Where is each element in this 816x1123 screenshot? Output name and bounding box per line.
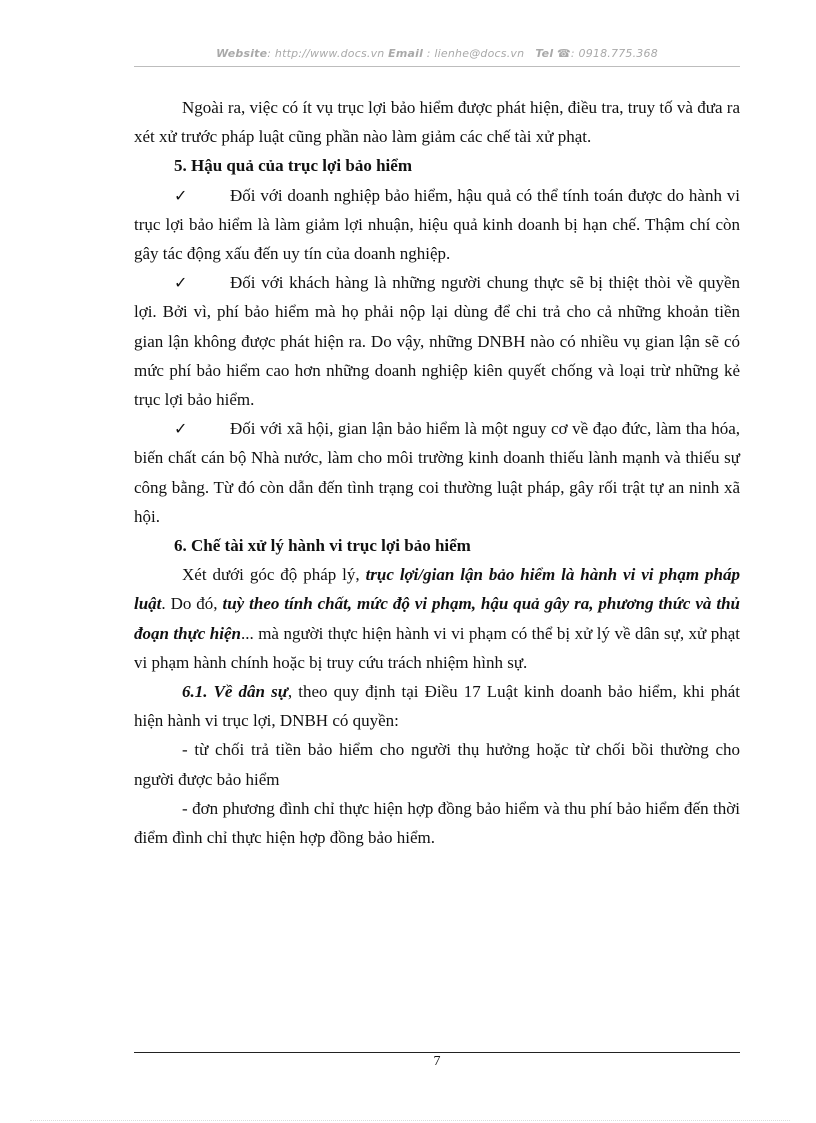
- bullet-item-business: [134, 181, 740, 269]
- checkmark-icon: ✓: [174, 185, 188, 205]
- bullet-text-society: Đối với xã hội, gian lận bảo hiểm là một nguy cơ về đạo đức, làm tha hóa, biến chất cán bộ Nhà nước, làm cho môi trường kinh doanh thiếu lành mạnh và thiếu sự công bằng. Từ đó còn dẫn đến tình trạng coi thường luật pháp, gây rối trật tự an ninh xã hội.: [134, 419, 740, 526]
- legal-text-d: tuỳ theo tính chất, mức độ vi phạm, hậu quả gây ra, phương thức và thủ đoạn thực hiện: [134, 594, 740, 643]
- legal-text-e: ... mà người thực hiện hành vi vi phạm có thể bị xử lý về dân sự, xử phạt vi phạm hành chính hoặc bị truy cứu trách nhiệm hình sự.: [134, 623, 740, 672]
- footer-divider: [134, 1052, 740, 1053]
- page-header: [134, 47, 740, 60]
- dash-item-refuse: - từ chối trả tiền bảo hiểm cho người thụ hưởng hoặc từ chối bồi thường cho người được bảo hiểm: [134, 740, 740, 789]
- section-heading-5: 5. Hậu quả của trục lợi bảo hiểm: [174, 156, 412, 176]
- header-divider: [134, 66, 740, 67]
- tel-label: Tel: [535, 47, 554, 60]
- paragraph-civil: [134, 677, 740, 735]
- legal-text-a: Xét dưới góc độ pháp lý,: [182, 565, 366, 585]
- dash-item-terminate: - đơn phương đình chỉ thực hiện hợp đồng bảo hiểm và thu phí bảo hiểm đến thời điểm đình chỉ thực hiện hợp đồng bảo hiểm.: [134, 798, 740, 848]
- legal-text-c: . Do đó,: [161, 594, 223, 614]
- website-label: Website: [216, 47, 268, 60]
- email-value: : lienhe@docs.vn: [423, 47, 525, 60]
- page-content: [134, 93, 740, 852]
- page-bottom-border: [30, 1120, 790, 1121]
- bullet-text-customer: Đối với khách hàng là những người chung thực sẽ bị thiệt thòi về quyền lợi. Bởi vì, phí bảo hiểm mà họ phải nộp lại dùng để chi trả cho cả những khoản tiền gian lận không được phát hiện ra. Do vậy, những DNBH nào có nhiều vụ gian lận sẽ có mức phí bảo hiểm cao hơn những doanh nghiệp kiên quyết chống và loại trừ những kẻ trục lợi bảo hiểm.: [134, 273, 740, 410]
- phone-icon: ☎: [557, 47, 571, 60]
- bullet-item-society: [134, 414, 740, 531]
- website-value: : http://www.docs.vn: [267, 47, 385, 60]
- paragraph-intro: Ngoài ra, việc có ít vụ trục lợi bảo hiểm được phát hiện, điều tra, truy tố và đưa ra xét xử trước pháp luật cũng phần nào làm giảm các chế tài xử phạt.: [134, 98, 740, 147]
- civil-text: , theo quy định tại Điều 17 Luật kinh doanh bảo hiểm, khi phát hiện hành vi trục lợi, DNBH có quyền:: [134, 682, 741, 731]
- section-heading-6: 6. Chế tài xử lý hành vi trục lợi bảo hiểm: [174, 536, 471, 556]
- email-label: Email: [388, 47, 424, 60]
- checkmark-icon: ✓: [174, 419, 188, 439]
- checkmark-icon: ✓: [174, 273, 188, 293]
- legal-text-b: trục lợi/gian lận bảo hiểm là hành vi vi phạm pháp luật: [134, 565, 740, 614]
- subsection-label-6-1: 6.1. Về dân sự: [182, 682, 288, 702]
- paragraph-legal: [134, 560, 740, 677]
- bullet-item-customer: [134, 268, 740, 414]
- tel-value: : 0918.775.368: [570, 47, 658, 60]
- bullet-text-business: Đối với doanh nghiệp bảo hiểm, hậu quả có thể tính toán được do hành vi trục lợi bảo hiểm là làm giảm lợi nhuận, hiệu quả kinh doanh bị hạn chế. Thậm chí còn gây tác động xấu đến uy tín của doanh nghiệp.: [134, 185, 740, 264]
- page-number: 7: [433, 1054, 441, 1069]
